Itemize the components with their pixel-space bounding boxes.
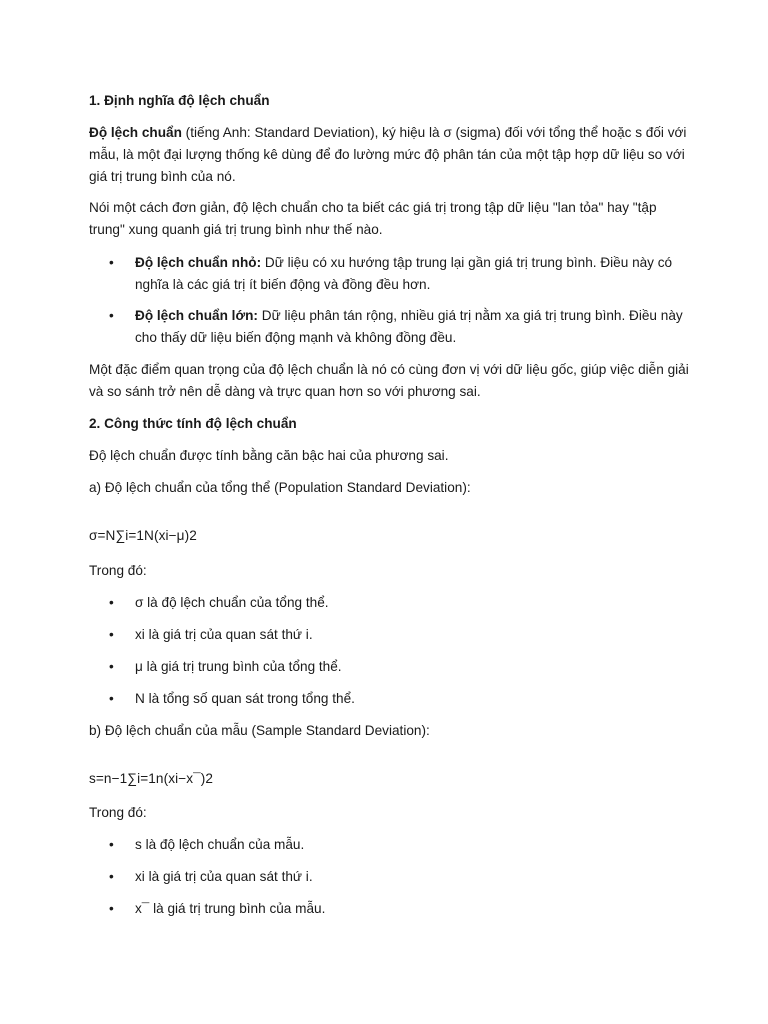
population-label: a) Độ lệch chuẩn của tổng thể (Population Standard Deviation): [89,480,471,495]
sample-symbols-list-3 [89,898,689,920]
bullet-icon: • [109,691,114,706]
bullet-icon: • [109,659,114,674]
list-item-text: μ là giá trị trung bình của tổng thể. [135,659,342,674]
population-symbols-list-4 [89,688,689,710]
population-where: Trong đó: [89,563,147,578]
list-item-text: xi là giá trị của quan sát thứ i. [135,869,313,884]
section-1-heading: 1. Định nghĩa độ lệch chuẩn [89,93,270,108]
list-item-text: xi là giá trị của quan sát thứ i. [135,627,313,642]
list-item [89,592,689,614]
list-item-text: σ là độ lệch chuẩn của tổng thể. [135,595,329,610]
large-deviation-label: Độ lệch chuẩn lớn: [135,308,258,323]
list-item [89,834,689,856]
simple-explanation-line-1: Nói một cách đơn giản, độ lệch chuẩn cho ta biết các giá trị trong tập dữ liệu "lan tỏa" hay "tập [89,200,657,215]
small-deviation-label: Độ lệch chuẩn nhỏ: [135,255,262,270]
key-property-line-2: và so sánh trở nên dễ dàng và trực quan hơn so với phương sai. [89,384,481,399]
bullet-icon: • [109,595,114,610]
population-formula: σ=N∑i=1N(xi−μ)2 [89,528,197,543]
population-symbols-list-3 [89,656,689,678]
sample-label: b) Độ lệch chuẩn của mẫu (Sample Standard Deviation): [89,723,430,738]
list-item [89,305,689,349]
simple-explanation-paragraph [89,197,689,241]
small-deviation-text-2: nghĩa là các giá trị ít biến động và đồng đều hơn. [135,277,431,292]
deviation-size-list-2 [89,305,689,349]
definition-paragraph [89,122,689,188]
bullet-icon: • [109,901,114,916]
list-item [89,656,689,678]
list-item-text: x¯ là giá trị trung bình của mẫu. [135,901,326,916]
deviation-size-list [89,252,689,296]
key-property-line-1: Một đặc điểm quan trọng của độ lệch chuẩn là nó có cùng đơn vị với dữ liệu gốc, giúp việc diễn giải [89,362,689,377]
list-item [89,688,689,710]
list-item [89,252,689,296]
key-property-paragraph [89,359,689,403]
sample-symbols-list-2 [89,866,689,888]
sample-formula: s=n−1∑i=1n(xi−x¯)2 [89,771,214,786]
large-deviation-text: Dữ liệu phân tán rộng, nhiều giá trị nằm xa giá trị trung bình. Điều này [257,308,683,323]
bullet-icon: • [109,869,114,884]
list-item [89,624,689,646]
term-bold: Độ lệch chuẩn [89,125,182,140]
large-deviation-text-2: cho thấy dữ liệu biến động mạnh và không đồng đều. [135,330,457,345]
bullet-icon: • [109,627,114,642]
list-item [89,898,689,920]
bullet-icon: • [109,837,114,852]
sample-symbols-list [89,834,689,856]
bullet-icon: • [109,308,114,323]
list-item-text: N là tổng số quan sát trong tổng thể. [135,691,355,706]
small-deviation-text: Dữ liệu có xu hướng tập trung lại gần giá trị trung bình. Điều này có [261,255,673,270]
sample-where: Trong đó: [89,805,147,820]
section-2-heading: 2. Công thức tính độ lệch chuẩn [89,416,297,431]
definition-line-2: mẫu, là một đại lượng thống kê dùng để đo lường mức độ phân tán của một tập hợp dữ liệu so với [89,147,685,162]
simple-explanation-line-2: trung" xung quanh giá trị trung bình như thế nào. [89,222,383,237]
bullet-icon: • [109,255,114,270]
list-item-text: s là độ lệch chuẩn của mẫu. [135,837,305,852]
definition-line-1 [89,122,689,144]
list-item [89,866,689,888]
definition-line-1-text: (tiếng Anh: Standard Deviation), ký hiệu là σ (sigma) đối với tổng thể hoặc s đối với [181,125,687,140]
population-symbols-list-2 [89,624,689,646]
population-symbols-list [89,592,689,614]
formula-intro: Độ lệch chuẩn được tính bằng căn bậc hai của phương sai. [89,448,449,463]
definition-line-3: giá trị trung bình của nó. [89,169,236,184]
